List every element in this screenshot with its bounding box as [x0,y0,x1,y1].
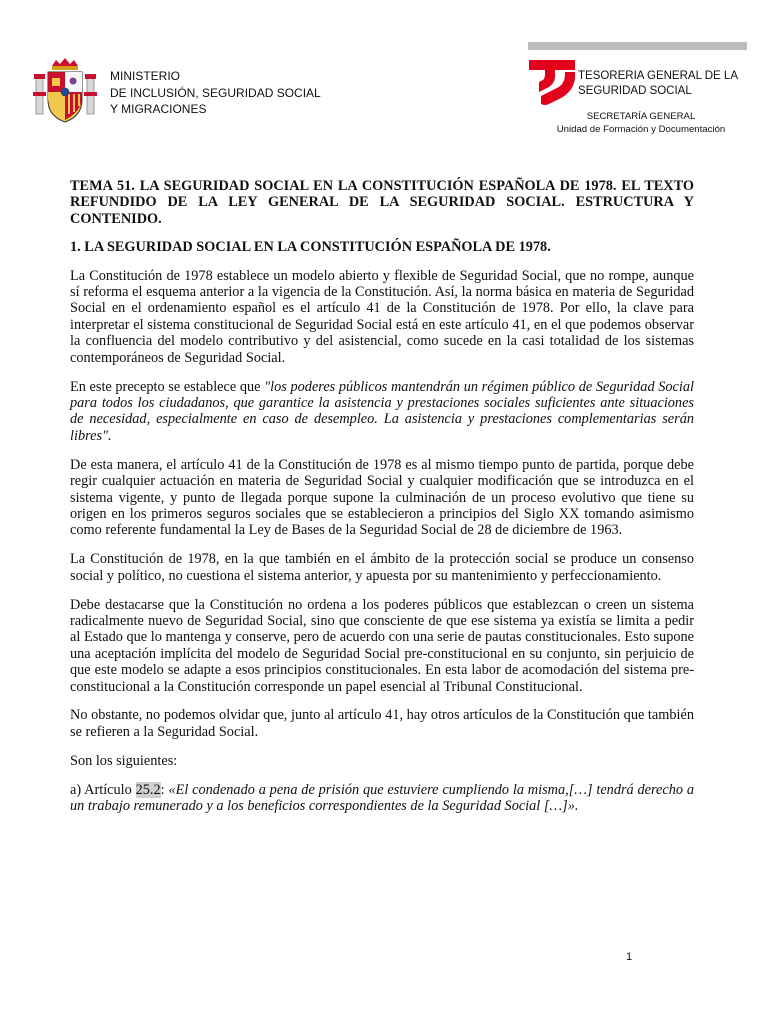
ministry-line-2: DE INCLUSIÓN, SEGURIDAD SOCIAL [110,85,321,100]
article-25-2-quote: «El condenado a pena de prisión que estuviere cumpliendo la misma,[…] tendrá derecho a un trabajo remunerado y a los beneficios correspondientes de la Seguridad Social […]». [70,781,695,815]
document-title: TEMA 51. LA SEGURIDAD SOCIAL EN LA CONSTITUCIÓN ESPAÑOLA DE 1978. EL TEXTO REFUNDIDO DE LA LEY GENERAL DE LA SEGURIDAD SOCIAL. ESTRUCTURA Y CONTENIDO. [70,178,694,227]
unidad-label: Unidad de Formación y Documentación [556,124,726,135]
tgss-line-2: SEGURIDAD SOCIAL [578,85,692,97]
secretaria-label: SECRETARÍA GENERAL [586,111,696,122]
paragraph-1: La Constitución de 1978 establece un modelo abierto y flexible de Seguridad Social, que no rompe, aunque sí reforma el esquema anterior a la vigencia de la Constitución. Así, la norma básica en materia de Seguridad Social en el ordenamiento español es el artículo 41 de la Constitución de 1978. Por ello, la clave para interpretar el sistema constitucional de Seguridad Social está en este artículo 41, en el que podemos observar la confluencia del modelo contributivo y del asistencial, como sucede en la casi totalidad de los sistemas contemporáneos de Seguridad Social. [70,267,694,366]
paragraph-7: Son los siguientes: [70,752,178,769]
list-item-a-prefix: a) Artículo [70,781,136,798]
tgss-name [578,69,738,99]
list-item-a [70,782,694,815]
ministry-line-1: MINISTERIO [110,69,181,83]
tgss-logo-icon [527,58,577,108]
paragraph-4: La Constitución de 1978, en la que también en el ámbito de la protección social se produce un consenso social y político, no cuestiona el sistema anterior, y apuesta por su mantenimiento y perfeccionamiento. [70,551,694,584]
page-number: 1 [626,951,633,963]
list-item-a-colon: : [160,781,169,798]
paragraph-3: De esta manera, el artículo 41 de la Constitución de 1978 es al mismo tiempo punto de partida, porque debe regir cualquier actuación en materia de Seguridad Social y cualquier modificación que se introduzca en el sistema vigente, y punto de llegada porque supone la culminación de un proceso evolutivo que tiene su origen en los primeros seguros sociales que se establecieron a principios del Siglo XX tomando asimismo como referente fundamental la Ley de Bases de la Seguridad Social de 28 de diciembre de 1963. [70,456,694,539]
ministry-name [110,68,321,118]
header-gray-bar [528,42,747,50]
coat-of-arms-icon [30,56,100,126]
section-heading: 1. LA SEGURIDAD SOCIAL EN LA CONSTITUCIÓN ESPAÑOLA DE 1978. [70,239,551,256]
paragraph-6: No obstante, no podemos olvidar que, junto al artículo 41, hay otros artículos de la Constitución que también se refieren a la Seguridad Social. [70,707,694,740]
tgss-line-1: TESORERIA GENERAL DE LA [578,70,738,82]
ministry-line-3: Y MIGRACIONES [110,102,207,116]
document-body [70,178,694,827]
paragraph-2-intro: En este precepto se establece que [70,378,265,395]
article-25-2-highlight: 25.2 [135,781,161,798]
paragraph-5: Debe destacarse que la Constitución no ordena a los poderes públicos que establezcan o creen un sistema radicalmente nuevo de Seguridad Social, sino que consciente de que ese sistema ya existía se limita a pedir al Estado que lo mantenga y conserve, pero de acuerdo con una serie de pautas constitucionales. Esto supone una aceptación implícita del modelo de Seguridad Social pre-constitucional en su conjunto, sin perjuicio de que este modelo se adapte a esos principios constitucionales. En esta labor de acomodación del sistema pre-constitucional a la Constitución corresponde un papel esencial al Tribunal Constitucional. [70,596,694,695]
article-41-quote: "los poderes públicos mantendrán un régimen público de Seguridad Social para todos los ciudadanos, que garantice la asistencia y prestaciones sociales suficientes ante situaciones de necesidad, especialmente en caso de desempleo. La asistencia y prestaciones complementarias serán libres". [70,378,694,444]
paragraph-2 [70,379,694,445]
tgss-subheading [536,110,746,136]
